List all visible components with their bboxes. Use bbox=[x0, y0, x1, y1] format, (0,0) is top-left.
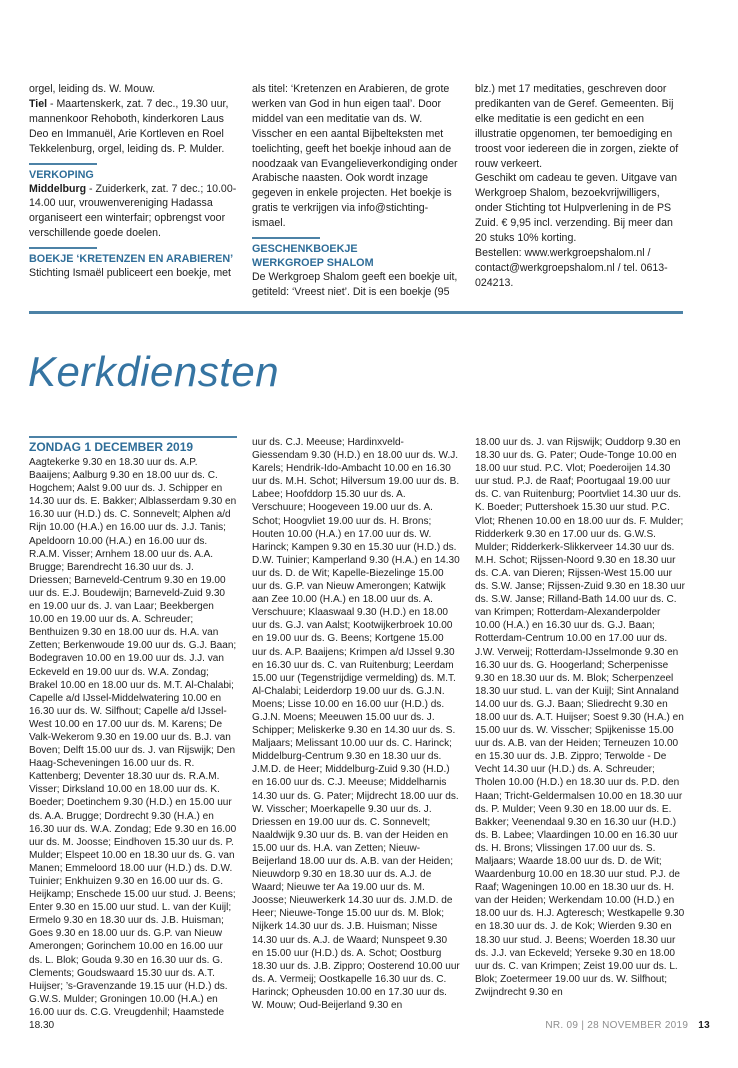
services-column-2 bbox=[252, 436, 460, 1012]
heading-rule bbox=[252, 237, 320, 239]
text-paragraph: Geschikt om cadeau te geven. Uitgave van Werkgroep Shalom, bezoekvrijwilligers, onder Stichting tot Hulpverlening in de PS Zuid. € 9,95 incl. verzending. Bij meer dan 20 stuks 10% korting. bbox=[475, 172, 677, 245]
section-divider bbox=[29, 311, 683, 314]
heading-text: WERKGROEP SHALOM bbox=[252, 257, 374, 270]
issue-info: NR. 09 | 28 NOVEMBER 2019 bbox=[545, 1020, 689, 1031]
text-paragraph: als titel: ‘Kretenzen en Arabieren, de grote werken van God in hun eigen taal’. Door middel van een meditatie van ds. W. Visscher en een aantal Bijbelteksten met toelichting, geeft het boekje inhoud aan de noodzaak van Evangelieverkondiging onder Arabische naasten. Ook wordt inzage gegeven in enkele projecten. Het boekje is gratis te verkrijgen via info@stichting-ismael. bbox=[252, 83, 458, 230]
heading-text: BOEKJE ‘KRETENZEN EN ARABIEREN’ bbox=[29, 253, 234, 266]
text-paragraph: Bestellen: www.werkgroepshalom.nl / contact@werkgroepshalom.nl / tel. 0613-024213. bbox=[475, 246, 668, 289]
text-paragraph bbox=[29, 97, 237, 157]
text-paragraph: blz.) met 17 meditaties, geschreven door predikanten van de Geref. Gemeenten. Bij elke meditatie is een gedicht en een illustratie opgenomen, ter bemoediging en troost voor iedereen die in zorgen, ziekte of rouw verkeert. bbox=[475, 83, 679, 170]
page-footer bbox=[545, 1020, 710, 1031]
services-column-1 bbox=[29, 436, 237, 1032]
services-column-3 bbox=[475, 436, 685, 999]
top-column-2 bbox=[252, 82, 460, 300]
heading-rule bbox=[29, 163, 97, 165]
heading-rule bbox=[29, 247, 97, 249]
text-paragraph: orgel, leiding ds. W. Mouw. bbox=[29, 83, 156, 95]
section-heading-verkoping bbox=[29, 163, 237, 182]
page-number: 13 bbox=[698, 1020, 710, 1031]
text-body: - Maartenskerk, zat. 7 dec., 19.30 uur, mannenkoor Rehoboth, kinderkoren Laus Deo en Immanuël, Arie Kortleven en Roel Tekkelenburg, orgel, leiding ds. P. Mulder. bbox=[29, 97, 229, 155]
text-body: - Zuiderkerk, zat. 7 dec.; 10.00-14.00 uur, vrouwenvereniging Hadassa organiseert een winterfair; opbrengst voor verschillende goede doelen. bbox=[29, 182, 237, 240]
place-name: Tiel bbox=[29, 97, 48, 110]
heading-text: VERKOPING bbox=[29, 168, 94, 181]
top-column-1 bbox=[29, 82, 237, 281]
services-text: uur ds. C.J. Meeuse; Hardinxveld-Giessendam 9.30 (H.D.) en 18.00 uur ds. W.J. Karels; Hendrik-Ido-Ambacht 10.00 en 16.30 uur ds. M.H. Schot; Hilversum 19.00 uur ds. B. Labee; Hoofddorp 15.30 uur ds. A. Verschuure; Hoogeveen 19.00 uur ds. A. Schot; Hoogvliet 19.00 uur ds. H. Brons; Houten 10.00 (H.A.) en 17.00 uur ds. W. Harinck; Kampen 9.30 en 15.30 uur (H.D.) ds. D.W. Tuinier; Kamperland 9.30 (H.A.) en 14.30 uur ds. D. de Wit; Kapelle-Biezelinge 15.00 uur ds. G.P. van Nieuw Amerongen; Katwijk aan Zee 10.00 (H.A.) en 18.00 uur ds. A. Verschuure; Klaaswaal 9.30 (H.D.) en 18.00 uur ds. G.J. van Aalst; Kootwijkerbroek 10.00 en 19.00 uur ds. G. Beens; Kortgene 15.00 uur ds. A.P. Baaijens; Krimpen a/d IJssel 9.30 en 16.30 uur ds. C. van Ruitenburg; Leerdam 15.00 uur (Tegenstrijdige vermelding) ds. M.T. Al-Chalabi; Leiderdorp 19.00 uur ds. G.J.N. Moens; Lisse 10.00 en 16.00 uur (H.D.) ds. G.J.N. Moens; Meeuwen 15.00 uur ds. J. Schipper; Meliskerke 9.30 en 14.30 uur ds. S. Maljaars; Melissant 10.00 uur ds. C. Harinck; Middelburg-Centrum 9.30 en 18.30 uur ds. J.M.D. de Heer; Middelburg-Zuid 9.30 (H.D.) en 16.00 uur ds. C.J. Meeuse; Middelharnis 14.30 uur ds. G. Pater; Mijdrecht 18.00 uur ds. W. Visscher; Moerkapelle 9.30 uur ds. J. Driessen en 19.00 uur ds. C. Sonnevelt; Naaldwijk 9.30 uur ds. B. van der Heiden en 15.00 uur ds. H.A. van Zetten; Nieuw-Beijerland 18.00 uur ds. A.B. van der Heiden; Nieuwdorp 9.30 en 18.30 uur ds. A.J. de Waard; Nieuwe ter Aa 19.00 uur ds. M. Joosse; Nieuwerkerk 14.30 uur ds. J.M.D. de Heer; Nieuwe-Tonge 15.00 uur ds. M. Blok; Nijkerk 14.30 uur ds. J.B. Huisman; Nisse 14.30 uur ds. A.J. de Waard; Nunspeet 9.30 en 15.00 uur (H.D.) ds. A. Schot; Oostburg 18.30 uur ds. J.B. Zippro; Oosterend 10.00 uur ds. A. Vermeij; Oostkapelle 16.30 uur ds. C. Harinck; Opheusden 10.00 en 17.30 uur ds. W. Mouw; Oud-Beijerland 9.30 en bbox=[252, 437, 460, 1012]
text-paragraph: De Werkgroep Shalom geeft een boekje uit, getiteld: ‘Vreest niet’. Dit is een boekje (95 bbox=[252, 271, 458, 298]
heading-text: GESCHENKBOEKJE bbox=[252, 243, 358, 256]
text-paragraph: Stichting Ismaël publiceert een boekje, met bbox=[29, 267, 231, 280]
top-column-3 bbox=[475, 82, 685, 291]
text-paragraph bbox=[29, 182, 237, 242]
page-title: Kerkdiensten bbox=[28, 348, 280, 395]
services-text: 18.00 uur ds. J. van Rijswijk; Ouddorp 9.30 en 18.30 uur ds. G. Pater; Oude-Tonge 10.00 en 18.00 uur stud. P.C. Vlot; Poederoijen 14.30 uur stud. P.J. de Raaf; Poortugaal 19.00 uur ds. C. van Ruitenburg; Poortvliet 14.30 uur ds. K. Boeder; Puttershoek 15.30 uur stud. P.C. Vlot; Rhenen 10.00 en 18.00 uur ds. F. Mulder; Ridderkerk 9.30 en 17.00 uur ds. G.W.S. Mulder; Ridderkerk-Slikkerveer 14.30 uur ds. M.H. Schot; Rijssen-Noord 9.30 en 18.30 uur ds. C.A. van Dieren; Rijssen-West 15.00 uur ds. S.W. Janse; Rijssen-Zuid 9.30 en 18.30 uur ds. S.W. Janse; Rilland-Bath 14.00 uur ds. C. van Krimpen; Rotterdam-Alexanderpolder 10.00 (H.A.) en 16.30 uur ds. G.J. Baan; Rotterdam-Centrum 10.00 en 17.00 uur ds. J.W. Verweij; Rotterdam-IJsselmonde 9.30 en 16.30 uur ds. G. Hoogerland; Scherpenisse 9.30 en 18.30 uur ds. M. Blok; Scherpenzeel 18.30 uur stud. L. van der Kuijl; Sint Annaland 14.00 uur ds. G.J. Baan; Sliedrecht 9.30 en 18.00 uur ds. A.T. Huijser; Soest 9.30 (H.A.) en 15.00 uur ds. W. Visscher; Spijkenisse 15.00 uur ds. A.B. van der Heiden; Terneuzen 10.00 en 15.30 uur ds. J.B. Zippro; Terwolde - De Vecht 14.30 uur (H.D.) ds. A. Schreuder; Tholen 10.00 (H.D.) en 18.30 uur ds. P.D. den Haan; Tricht-Geldermalsen 10.00 en 18.30 uur ds. P. Mulder; Veen 9.30 en 18.00 uur ds. E. Bakker; Veenendaal 9.30 en 16.30 uur (H.D.) ds. B. Labee; Vlaardingen 10.00 en 16.30 uur ds. H. Brons; Vlissingen 17.00 uur ds. S. Maljaars; Waarde 18.00 uur ds. D. de Wit; Waardenburg 10.00 en 18.30 uur stud. P.J. de Raaf; Wageningen 10.00 en 18.30 uur ds. H. van der Heiden; Werkendam 10.00 (H.D.) en 18.00 uur ds. H.J. Agteresch; Westkapelle 9.30 en 18.30 uur ds. J. de Kok; Wierden 9.30 en 18.30 uur stud. J. Beens; Woerden 18.30 uur ds. J.J. van Eckeveld; Yerseke 9.30 en 18.00 uur ds. C. van Krimpen; Zeist 19.00 uur ds. L. Blok; Zoetermeer 19.00 uur ds. W. Silfhout; Zwijndrecht 9.30 en bbox=[475, 437, 685, 998]
section-heading-boekje bbox=[29, 247, 237, 266]
day-heading: ZONDAG 1 DECEMBER 2019 bbox=[29, 436, 237, 455]
place-name: Middelburg bbox=[29, 182, 87, 195]
section-heading-geschenkboekje bbox=[252, 237, 460, 270]
services-text: Aagtekerke 9.30 en 18.30 uur ds. A.P. Baaijens; Aalburg 9.30 en 18.00 uur ds. C. Hogchem; Aalst 9.00 uur ds. J. Schipper en 14.30 uur ds. E. Bakker; Alblasserdam 9.30 en 16.30 uur (H.D.) ds. C. Sonnevelt; Alphen a/d Rijn 10.00 (H.A.) en 16.00 uur ds. J.J. Tanis; Apeldoorn 10.00 (H.A.) en 16.00 uur ds. R.A.M. Visser; Arnhem 18.00 uur ds. A.A. Brugge; Barendrecht 16.30 uur ds. J. Driessen; Barneveld-Centrum 9.30 en 19.00 uur ds. E.J. Boudewijn; Barneveld-Zuid 9.30 en 19.00 uur ds. J. van Laar; Beekbergen 10.00 en 19.00 uur ds. A. Schreuder; Benthuizen 9.30 en 18.00 uur ds. H.A. van Zetten; Berkenwoude 19.00 uur ds. G.J. Baan; Bodegraven 10.00 en 19.00 uur ds. J.J. van Eckeveld en 19.00 uur ds. W.A. Zondag; Brakel 10.00 en 18.00 uur ds. M.T. Al-Chalabi; Capelle a/d IJssel-Middelwatering 10.00 en 16.30 uur ds. W. Silfhout; Capelle a/d IJssel-West 10.00 en 17.00 uur ds. M. Karens; De Valk-Wekerom 9.30 en 19.00 uur ds. B.J. van Boven; Delft 15.00 uur ds. J. van Rijswijk; Den Haag-Scheveningen 16.00 uur ds. R. Kattenberg; Deventer 18.30 uur ds. R.A.M. Visser; Dirksland 10.00 en 18.00 uur ds. K. Boeder; Doetinchem 9.30 (H.D.) en 15.00 uur ds. A.A. Brugge; Dordrecht 9.30 (H.A.) en 16.30 uur ds. W.A. Zondag; Ede 9.30 en 16.00 uur ds. M. Joosse; Eindhoven 15.30 uur ds. P. Mulder; Elspeet 10.00 en 18.30 uur ds. G. van Manen; Emmeloord 18.00 uur (H.D.) ds. D.W. Tuinier; Enkhuizen 9.30 en 16.00 uur ds. G. Heijkamp; Enschede 15.00 uur stud. J. Beens; Enter 9.30 en 15.00 uur stud. L. van der Kuijl; Ermelo 9.30 en 18.30 uur ds. J.B. Huisman; Goes 9.30 en 18.00 uur ds. G.P. van Nieuw Amerongen; Gorinchem 10.00 en 16.00 uur ds. L. Blok; Gouda 9.30 en 16.30 uur ds. G. Clements; Goudswaard 15.30 uur ds. A.T. Huijser; ’s-Gravenzande 19.15 uur (H.D.) ds. G.W.S. Mulder; Groningen 10.00 (H.A.) en 16.00 uur ds. C.G. Vreugdenhil; Haamstede 18.30 bbox=[29, 457, 237, 1032]
